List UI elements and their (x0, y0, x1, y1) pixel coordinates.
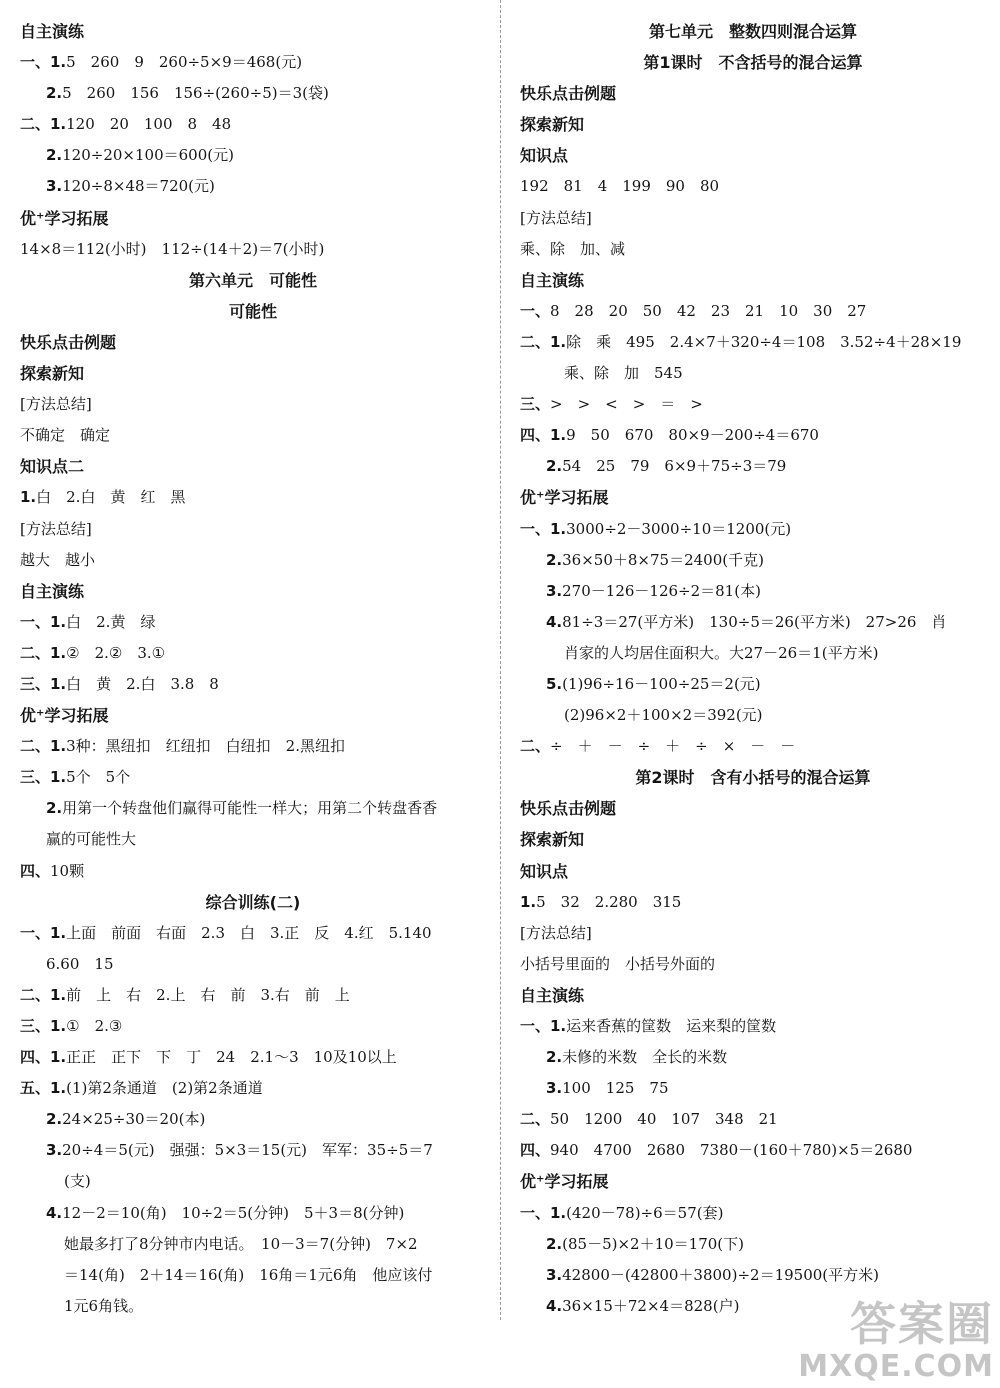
question-number: 3. (546, 1265, 563, 1284)
right-line (520, 140, 986, 171)
question-number: 3. (546, 581, 563, 600)
answer-text: 肖家的人均居住面积大。大27－26＝1(平方米) (564, 643, 879, 662)
left-line (20, 327, 486, 358)
left-line (20, 793, 486, 824)
question-number: 1. (520, 892, 537, 911)
answer-text: [方法总结] (520, 923, 592, 942)
answer-text: 综合训练(二) (205, 892, 301, 912)
right-line (520, 171, 986, 202)
answer-text: 探索新知 (20, 364, 85, 384)
question-number: 2. (546, 457, 563, 476)
question-number: 4. (546, 1296, 563, 1315)
answer-text: 24×25÷30＝20(本) (62, 1110, 206, 1129)
left-line (20, 607, 486, 638)
question-number: 4. (46, 1203, 63, 1222)
right-line (520, 545, 986, 576)
right-line (520, 576, 986, 607)
answer-text: 自主演练 (20, 22, 85, 41)
answer-text: 快乐点击例题 (520, 84, 617, 104)
answer-text: 3种：黑纽扣 红纽扣 白纽扣 2.黑纽扣 (66, 737, 345, 756)
question-number: 一、1. (20, 612, 67, 631)
answer-text: 前 上 右 2.上 右 前 3.右 前 上 (66, 985, 350, 1004)
right-line (520, 420, 986, 451)
question-number: 2. (546, 1048, 563, 1067)
answer-text: 120÷8×48＝720(元) (62, 177, 215, 196)
left-line (20, 109, 486, 140)
answer-text: 探索新知 (520, 115, 585, 135)
question-number: 一、1. (20, 53, 67, 72)
answer-text: > > < > ＝ > (550, 395, 703, 414)
question-number: 四、 (520, 1141, 551, 1160)
right-line (520, 731, 986, 762)
answer-text: 54 25 79 6×9＋75÷3＝79 (562, 457, 787, 476)
question-number: 2. (46, 799, 63, 818)
answer-text: 14×8＝112(小时) 112÷(14＋2)＝7(小时) (20, 239, 325, 258)
answer-text: 乘、除 加、减 (520, 239, 626, 258)
answer-text: (420－78)÷6＝57(套) (566, 1203, 724, 1222)
right-line (520, 109, 986, 140)
right-line (520, 1011, 986, 1042)
question-number: 四、1. (520, 426, 567, 445)
left-line (20, 1229, 486, 1260)
answer-text: 优⁺学习拓展 (20, 706, 109, 726)
answer-text: 9 50 670 80×9－200÷4＝670 (566, 426, 819, 445)
right-line (520, 16, 986, 47)
answer-text: 8 28 20 50 42 23 21 10 30 27 (550, 301, 867, 320)
question-number: 二、1. (20, 737, 67, 756)
answer-text: 第六单元 可能性 (188, 270, 317, 290)
answer-text: 除 乘 495 2.4×7＋320÷4＝108 3.52÷4＋28×19 (566, 332, 962, 351)
answer-text: ＝14(角) 2＋14＝16(角) 16角＝1元6角 他应该付 (64, 1265, 433, 1284)
answer-text: (1)第2条通道 (2)第2条通道 (66, 1079, 263, 1098)
answer-text: 小括号里面的 小括号外面的 (520, 954, 716, 973)
question-number: 三、1. (20, 674, 67, 693)
answer-text: 120 20 100 8 48 (66, 115, 232, 134)
answer-text: 120÷20×100＝600(元) (62, 146, 234, 165)
answer-text: ② 2.② 3.① (66, 643, 166, 662)
answer-text: 6.60 15 (46, 954, 114, 973)
answer-text: 知识点 (520, 861, 569, 881)
question-number: 五、1. (20, 1079, 67, 1098)
answer-text: 50 1200 40 107 348 21 (550, 1110, 778, 1129)
answer-text: 未修的米数 全长的米数 (562, 1048, 728, 1067)
left-line (20, 420, 486, 451)
left-line (20, 16, 486, 47)
left-line (20, 1042, 486, 1073)
right-line (520, 203, 986, 234)
question-number: 三、 (520, 395, 551, 414)
answer-text: 36×15＋72×4＝828(户) (562, 1296, 740, 1315)
left-line (20, 47, 486, 78)
question-number: 四、 (20, 861, 51, 880)
question-number: 3. (546, 1079, 563, 1098)
right-line (520, 1198, 986, 1229)
watermark (798, 1298, 994, 1384)
answer-text: 白 黄 2.白 3.8 8 (66, 674, 219, 693)
answer-text: [方法总结] (20, 519, 92, 538)
question-number: 2. (46, 1110, 63, 1129)
left-line (20, 824, 486, 855)
question-number: 2. (46, 84, 63, 103)
answer-text: 第2课时 含有小括号的混合运算 (635, 768, 871, 788)
left-line (20, 731, 486, 762)
right-line (520, 887, 986, 918)
question-number: 三、1. (20, 1017, 67, 1035)
right-line (520, 949, 986, 980)
answer-text: 3000÷2－3000÷10＝1200(元) (566, 519, 792, 538)
answer-text: 快乐点击例题 (20, 332, 117, 352)
answer-text: 正正 正下 下 丁 24 2.1～3 10及10以上 (66, 1048, 397, 1067)
left-line (20, 451, 486, 482)
left-line (20, 140, 486, 171)
right-line (520, 514, 986, 545)
answer-text: 不确定 确定 (20, 426, 111, 445)
question-number: 2. (46, 146, 63, 165)
right-line (520, 78, 986, 109)
left-line (20, 1166, 486, 1197)
right-line (520, 234, 986, 265)
watermark-url: MXQE.COM (798, 1349, 994, 1384)
right-line (520, 265, 986, 296)
answer-text: 10颗 (50, 861, 85, 880)
question-number: 二、1. (20, 643, 67, 662)
left-line (20, 1260, 486, 1291)
answer-text: 5个 5个 (66, 768, 131, 787)
question-number: 3. (46, 177, 63, 196)
answer-text: 可能性 (228, 301, 277, 321)
answer-text: (2)96×2＋100×2＝392(元) (564, 706, 763, 725)
answer-text: 5 260 156 156÷(260÷5)＝3(袋) (62, 84, 329, 103)
answer-text: 12－2＝10(角) 10÷2＝5(分钟) 5＋3＝8(分钟) (62, 1203, 405, 1222)
question-number: 4. (546, 612, 563, 631)
answer-text: 第1课时 不含括号的混合运算 (643, 53, 863, 73)
question-number: 1. (20, 488, 37, 507)
answer-text: (1)96÷16－100÷25＝2(元) (562, 674, 761, 693)
left-line (20, 949, 486, 980)
question-number: 四、1. (20, 1048, 67, 1067)
right-line (520, 451, 986, 482)
left-line (20, 638, 486, 669)
question-number: 一、1. (520, 1017, 567, 1035)
right-line (520, 980, 986, 1011)
answer-text: (支) (64, 1172, 91, 1191)
right-line (520, 482, 986, 513)
question-number: 3. (46, 1141, 63, 1160)
left-line (20, 296, 486, 327)
left-line (20, 856, 486, 887)
left-line (20, 545, 486, 576)
column-divider (500, 0, 501, 1320)
question-number: 2. (546, 1234, 563, 1253)
right-line (520, 669, 986, 700)
answer-text: 白 2.黄 绿 (66, 612, 156, 631)
answer-text: 自主演练 (520, 985, 585, 1005)
question-number: 二、1. (20, 115, 67, 134)
answer-text: 白 2.白 黄 红 黑 (36, 488, 186, 507)
left-line (20, 1135, 486, 1166)
answer-text: 第七单元 整数四则混合运算 (648, 22, 857, 41)
left-line (20, 203, 486, 234)
left-line (20, 1291, 486, 1322)
answer-text: 乘、除 加 545 (564, 364, 683, 383)
answer-text: [方法总结] (20, 395, 92, 414)
right-line (520, 296, 986, 327)
right-line (520, 762, 986, 793)
right-line (520, 47, 986, 78)
answer-text: 赢的可能性大 (46, 830, 137, 849)
left-line (20, 171, 486, 202)
question-number: 一、1. (520, 1203, 567, 1222)
answer-text: 81÷3＝27(平方米) 130÷5＝26(平方米) 27>26 肖 (562, 612, 947, 631)
left-line (20, 1011, 486, 1042)
right-line (520, 824, 986, 855)
right-line (520, 1042, 986, 1073)
answer-text: ① 2.③ (66, 1017, 123, 1035)
answer-text: 192 81 4 199 90 80 (520, 177, 720, 196)
left-line (20, 482, 486, 513)
left-line (20, 265, 486, 296)
question-number: 三、1. (20, 768, 67, 787)
answer-text: 270－126－126÷2＝81(本) (562, 581, 761, 600)
left-line (20, 1073, 486, 1104)
left-line (20, 980, 486, 1011)
left-line (20, 389, 486, 420)
left-line (20, 1104, 486, 1135)
answer-text: 20÷4＝5(元) 强强：5×3＝15(元) 军军：35÷5＝7 (62, 1141, 433, 1160)
answer-text: 知识点 (520, 146, 569, 166)
question-number: 二、1. (20, 985, 67, 1004)
answer-text: 快乐点击例题 (520, 799, 617, 819)
answer-text: [方法总结] (520, 208, 592, 227)
answer-text: 探索新知 (520, 830, 585, 850)
right-line (520, 358, 986, 389)
answer-text: 42800－(42800＋3800)÷2＝19500(平方米) (562, 1265, 879, 1284)
question-number: 二、 (520, 737, 551, 756)
answer-text: ÷ ＋ － ÷ ＋ ÷ × － － (550, 737, 796, 756)
question-number: 二、 (520, 1110, 551, 1129)
right-line (520, 607, 986, 638)
question-number: 2. (546, 550, 563, 569)
left-line (20, 1198, 486, 1229)
right-line (520, 918, 986, 949)
answer-text: 知识点二 (20, 457, 85, 477)
answer-text: 自主演练 (520, 270, 585, 290)
answer-text: 用第一个转盘他们赢得可能性一样大；用第二个转盘香香 (62, 799, 438, 818)
question-number: 一、1. (20, 923, 67, 942)
answer-text: 940 4700 2680 7380－(160＋780)×5＝2680 (550, 1141, 913, 1160)
answer-text: 5 32 2.280 315 (536, 892, 682, 911)
right-line (520, 1135, 986, 1166)
left-line (20, 700, 486, 731)
left-line (20, 669, 486, 700)
right-line (520, 389, 986, 420)
left-line (20, 762, 486, 793)
right-line (520, 856, 986, 887)
right-line (520, 327, 986, 358)
answer-text: 上面 前面 右面 2.3 白 3.正 反 4.红 5.140 (66, 923, 432, 942)
right-line (520, 793, 986, 824)
right-line (520, 1229, 986, 1260)
left-line (20, 887, 486, 918)
left-line (20, 234, 486, 265)
answer-text: 优⁺学习拓展 (20, 208, 109, 228)
answer-text: 优⁺学习拓展 (520, 1172, 609, 1192)
left-line (20, 514, 486, 545)
right-line (520, 1260, 986, 1291)
answer-text: 5 260 9 260÷5×9＝468(元) (66, 53, 303, 72)
question-number: 一、1. (520, 519, 567, 538)
left-line (20, 78, 486, 109)
left-line (20, 918, 486, 949)
question-number: 5. (546, 674, 563, 693)
right-line (520, 1073, 986, 1104)
right-line (520, 700, 986, 731)
watermark-logo-text: 答案圈 (850, 1297, 994, 1351)
right-line (520, 1104, 986, 1135)
question-number: 二、1. (520, 332, 567, 351)
answer-text: 自主演练 (20, 581, 85, 601)
left-column (20, 16, 486, 1322)
right-line (520, 1166, 986, 1197)
left-line (20, 576, 486, 607)
left-line (20, 358, 486, 389)
right-line (520, 638, 986, 669)
answer-text: 越大 越小 (20, 550, 96, 569)
answer-text: 100 125 75 (562, 1079, 669, 1098)
right-column (520, 16, 986, 1322)
answer-text: 她最多打了8分钟市内电话。 10－3＝7(分钟) 7×2 (64, 1234, 418, 1253)
answer-text: 36×50＋8×75＝2400(千克) (562, 550, 764, 569)
answer-text: 1元6角钱。 (64, 1296, 144, 1315)
answer-text: 运来香蕉的筐数 运来梨的筐数 (566, 1017, 777, 1035)
question-number: 一、 (520, 301, 551, 320)
answer-text: (85－5)×2＋10＝170(下) (562, 1234, 745, 1253)
answer-text: 优⁺学习拓展 (520, 488, 609, 508)
